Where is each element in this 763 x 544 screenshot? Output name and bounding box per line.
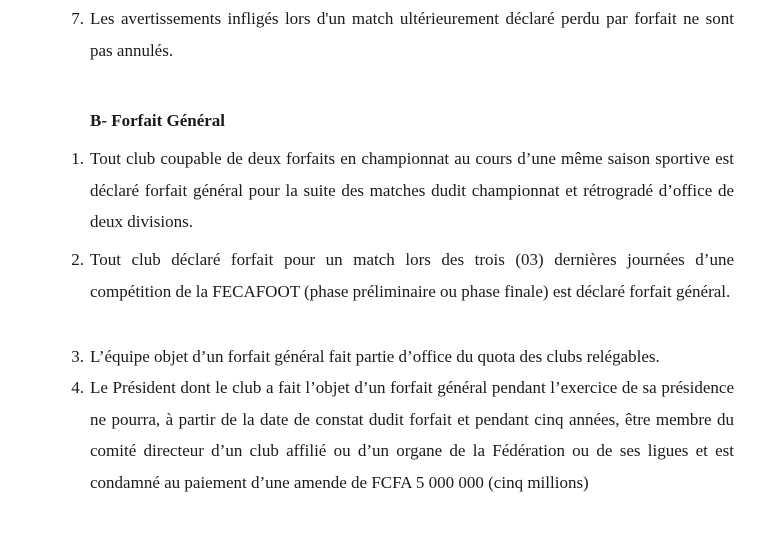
list-item-text: Le Président dont le club a fait l’objet d’un forfait général pendant l’exercice de sa présidence ne pourra, à partir de la date de constat dudit forfait et pendant cinq années, être membre du comité directeur d’un club affilié ou d’un organe de la Fédération ou de ses ligues et est condamné au paiement d’une amende de FCFA 5 000 000 (cinq millions) <box>90 378 734 492</box>
list-number: 4. <box>71 378 84 397</box>
list-number: 7. <box>71 9 84 28</box>
section-heading: B- Forfait Général <box>90 111 226 130</box>
list-item-text: Tout club coupable de deux forfaits en championnat au cours d’une même saison sportive est déclaré forfait général pour la suite des matches dudit championnat et rétrogradé d’office de deux divisions. <box>90 149 734 231</box>
list-number: 2. <box>71 250 84 269</box>
list-item-text: Tout club déclaré forfait pour un match lors des trois (03) dernières journées d’une compétition de la FECAFOOT (phase préliminaire ou phase finale) est déclaré forfait général. <box>90 250 734 301</box>
list-number: 1. <box>71 149 84 168</box>
list-item-text: L’équipe objet d’un forfait général fait partie d’office du quota des clubs relégables. <box>90 347 660 366</box>
list-item-text: Les avertissements infligés lors d'un match ultérieurement déclaré perdu par forfait ne sont pas annulés. <box>90 9 734 60</box>
list-number: 3. <box>71 347 84 366</box>
